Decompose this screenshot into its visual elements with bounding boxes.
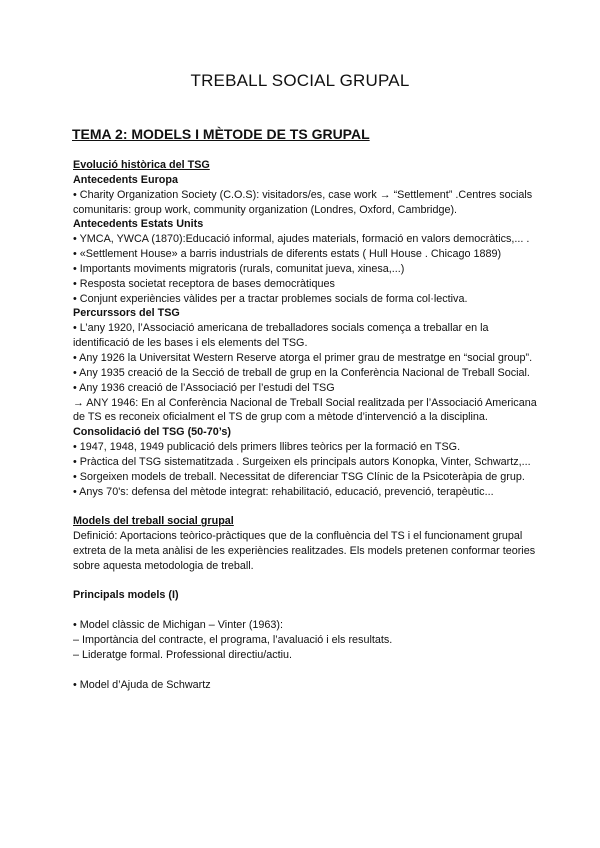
list-item: • Resposta societat receptora de bases democràtiques xyxy=(73,277,335,290)
list-item: • Model d’Ajuda de Schwartz xyxy=(73,678,211,691)
subheading-consolidacio: Consolidació del TSG (50-70’s) xyxy=(73,426,231,439)
list-item: • Sorgeixen models de treball. Necessitat de diferenciar TSG Clínic de la Psicoteràpia de grup. xyxy=(73,470,525,483)
list-item: • Conjunt experiències vàlides per a tractar problemes socials de forma col·lectiva. xyxy=(73,292,468,305)
list-item: – Lideratge formal. Professional directiu/actiu. xyxy=(73,648,293,661)
subheading-eeuu: Antecedents Estats Units xyxy=(73,218,204,231)
list-item: • Any 1935 creació de la Secció de treball de grup en la Conferència Nacional de Treball Social. xyxy=(73,366,530,379)
list-item: • Model clàssic de Michigan – Vinter (1963): xyxy=(73,619,284,632)
list-item: • Any 1936 creació de l’Associació per l’estudi del TSG xyxy=(73,381,335,394)
document-title: TREBALL SOCIAL GRUPAL xyxy=(190,71,410,90)
list-item: • YMCA, YWCA (1870):Educació informal, ajudes materials, formació en valors democràtics,... . xyxy=(73,233,530,246)
definition-paragraph: Definició: Aportacions teòrico-pràctiques que de la confluència del TS i el funcionament grupal extreta de la meta anàlisi de les experiències realitzades. Els models pretenen conformar teories sobre aquesta metodologia de treball. xyxy=(73,530,536,572)
spacer xyxy=(73,574,538,589)
list-item: – Importància del contracte, el programa, l’avaluació i els resultats. xyxy=(73,634,393,646)
list-item: • Anys 70's: defensa del mètode integrat: rehabilitació, educació, prevenció, terapèutic... xyxy=(73,485,494,498)
list-item: • Importants moviments migratoris (rurals, comunitat jueva, xinesa,...) xyxy=(73,262,405,275)
heading-models: Models del treball social grupal xyxy=(73,515,234,528)
subheading-europa: Antecedents Europa xyxy=(73,173,178,186)
list-item: • 1947, 1948, 1949 publicació dels primers llibres teòrics per la formació en TSG. xyxy=(73,441,461,454)
heading-principals: Principals models (I) xyxy=(73,589,179,602)
list-item: • Pràctica del TSG sistematitzada . Surgeixen els principals autors Konopka, Vinter, Schwartz,... xyxy=(73,455,531,468)
document-body xyxy=(73,158,538,692)
list-item: → ANY 1946: En al Conferència Nacional de Treball Social realitzada per l’Associació Americana de TS es reconeix oficialment el TS de grup com a mètode d’intervenció a la disciplina. xyxy=(73,396,537,424)
spacer xyxy=(73,663,538,678)
heading-evolucio: Evolució històrica del TSG xyxy=(73,159,210,171)
list-item: • Any 1926 la Universitat Western Reserve atorga el primer grau de mestratge en “social group”. xyxy=(73,351,533,364)
list-item: • Charity Organization Society (C.O.S): visitadors/es, case work → “Settlement” .Centres socials comunitaris: group work, community organization (Londres, Oxford, Cambridge). xyxy=(73,188,533,216)
list-item: • «Settlement House» a barris industrials de diferents estats ( Hull House . Chicago 1889) xyxy=(73,248,502,261)
list-item: • L’any 1920, l’Associació americana de treballadores socials comença a treballar en la identificació de les bases i els elements del TSG. xyxy=(73,322,489,350)
spacer xyxy=(73,499,538,514)
subheading-precursors: Percurssors del TSG xyxy=(73,307,180,320)
section-title: TEMA 2: MODELS I MÈTODE DE TS GRUPAL xyxy=(72,126,370,142)
spacer xyxy=(73,603,538,618)
